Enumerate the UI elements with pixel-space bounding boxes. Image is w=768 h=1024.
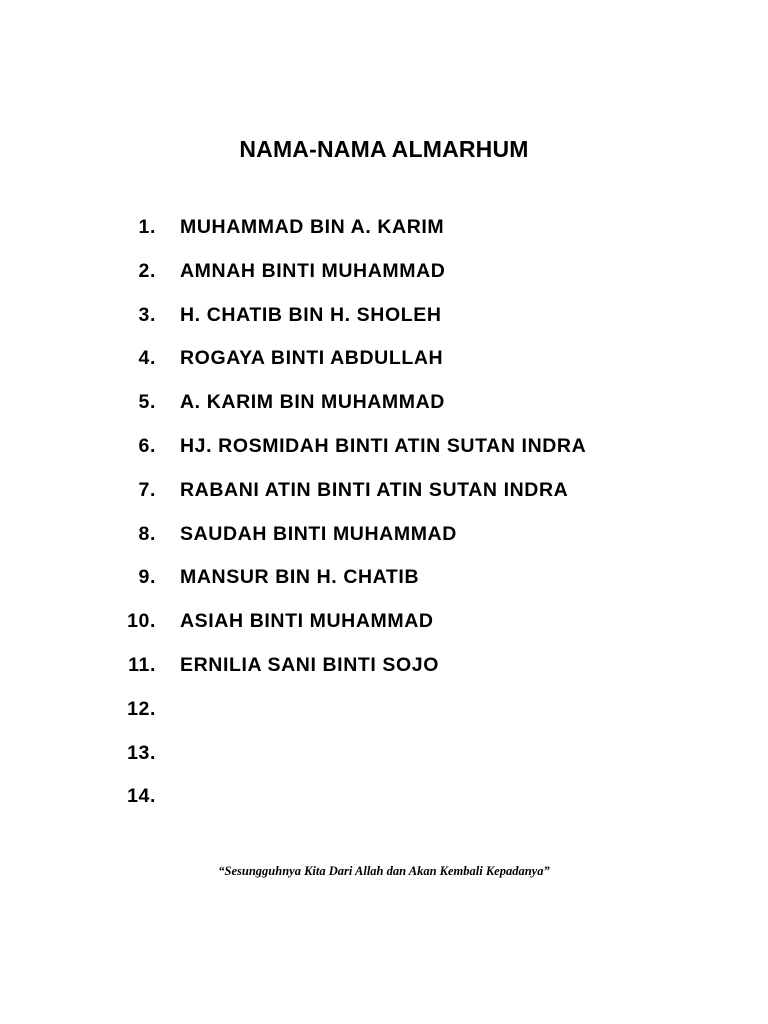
list-name: RABANI ATIN BINTI ATIN SUTAN INDRA — [180, 478, 569, 501]
list-item — [0, 304, 768, 348]
list-item — [0, 610, 768, 654]
list-item — [0, 479, 768, 523]
list-item — [0, 391, 768, 435]
list-number: 12. — [127, 697, 156, 720]
list-number: 3. — [138, 303, 156, 326]
list-number: 13. — [127, 741, 156, 764]
list-number: 4. — [138, 347, 156, 370]
list-number: 9. — [138, 566, 156, 589]
list-item — [0, 523, 768, 567]
list-number: 10. — [127, 610, 156, 633]
list-name: AMNAH BINTI MUHAMMAD — [180, 259, 446, 282]
list-name: MANSUR BIN H. CHATIB — [180, 566, 420, 589]
list-number: 1. — [138, 216, 156, 238]
list-name: MUHAMMAD BIN A. KARIM — [180, 216, 445, 238]
list-number: 6. — [138, 434, 156, 457]
list-number: 5. — [138, 391, 156, 414]
list-name: HJ. ROSMIDAH BINTI ATIN SUTAN INDRA — [180, 434, 587, 457]
list-number: 11. — [128, 653, 156, 676]
list-item — [0, 216, 768, 260]
page-title: NAMA-NAMA ALMARHUM — [239, 136, 529, 162]
list-item — [0, 347, 768, 391]
list-name: SAUDAH BINTI MUHAMMAD — [180, 522, 457, 545]
list-item — [0, 654, 768, 698]
list-item — [0, 698, 768, 742]
list-name: ASIAH BINTI MUHAMMAD — [180, 610, 434, 633]
list-name: A. KARIM BIN MUHAMMAD — [180, 391, 445, 414]
list-number: 8. — [138, 522, 156, 545]
footer-quote: “Sesungguhnya Kita Dari Allah dan Akan Kembali Kepadanya” — [218, 864, 550, 878]
list-item — [0, 435, 768, 479]
list-name: ERNILIA SANI BINTI SOJO — [180, 653, 440, 676]
list-number: 14. — [127, 785, 156, 808]
list-item — [0, 785, 768, 829]
list-number: 7. — [138, 478, 156, 501]
names-list — [0, 216, 768, 829]
list-item — [0, 260, 768, 304]
list-name: H. CHATIB BIN H. SHOLEH — [180, 303, 442, 326]
list-number: 2. — [138, 259, 156, 282]
list-name: ROGAYA BINTI ABDULLAH — [180, 347, 444, 370]
list-item — [0, 742, 768, 786]
list-item — [0, 566, 768, 610]
